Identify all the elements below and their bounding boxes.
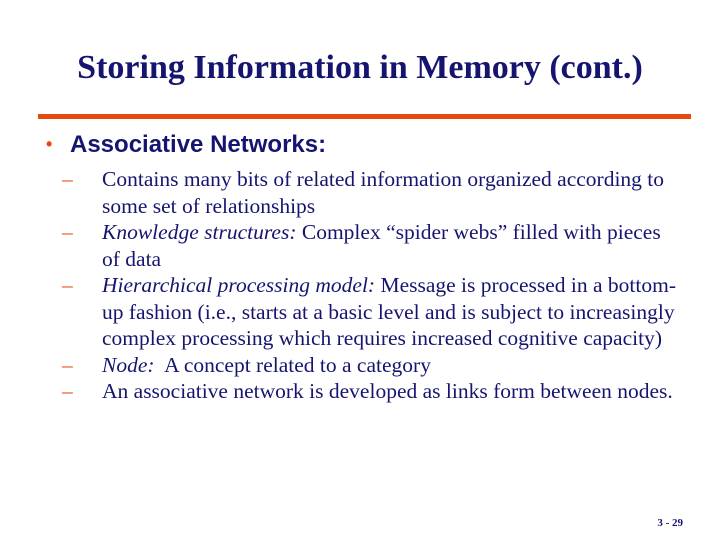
dash-marker: – (62, 167, 73, 191)
sub-bullet-item (62, 166, 682, 219)
dash-marker: – (62, 220, 73, 244)
sub-bullet-text: Contains many bits of related information organized according to some set of relationships (102, 167, 665, 218)
sub-bullet-text: A concept related to a category (154, 352, 431, 377)
main-bullet-label: Associative Networks: (70, 131, 327, 158)
dash-marker: – (62, 379, 73, 403)
dash-marker: – (62, 273, 73, 297)
sub-bullet-text: An associative network is developed as links form between nodes. (102, 379, 673, 403)
slide-title: Storing Information in Memory (cont.) (77, 49, 643, 86)
bullet-marker: • (46, 134, 53, 154)
sub-bullet-term: Hierarchical processing model: (102, 273, 376, 297)
sub-bullet-item (62, 272, 682, 352)
main-bullet (46, 126, 696, 163)
sub-bullet-term: Knowledge structures: (102, 220, 297, 244)
sub-bullet-item (62, 219, 682, 272)
dash-marker: – (62, 352, 73, 377)
sub-bullet-list (62, 166, 682, 405)
sub-bullet-term: Node: (102, 352, 155, 377)
sub-bullet-text: Complex “spider webs” filled with pieces of data (102, 220, 661, 271)
title-divider (38, 114, 691, 119)
sub-bullet-item (62, 378, 682, 405)
sub-bullet-item (62, 352, 682, 379)
sub-bullet-text: Message is processed in a bottom-up fashion (i.e., starts at a basic level and is subject to increasingly complex processing which requires increased cognitive capacity) (102, 273, 677, 350)
page-number: 3 - 29 (657, 517, 683, 529)
